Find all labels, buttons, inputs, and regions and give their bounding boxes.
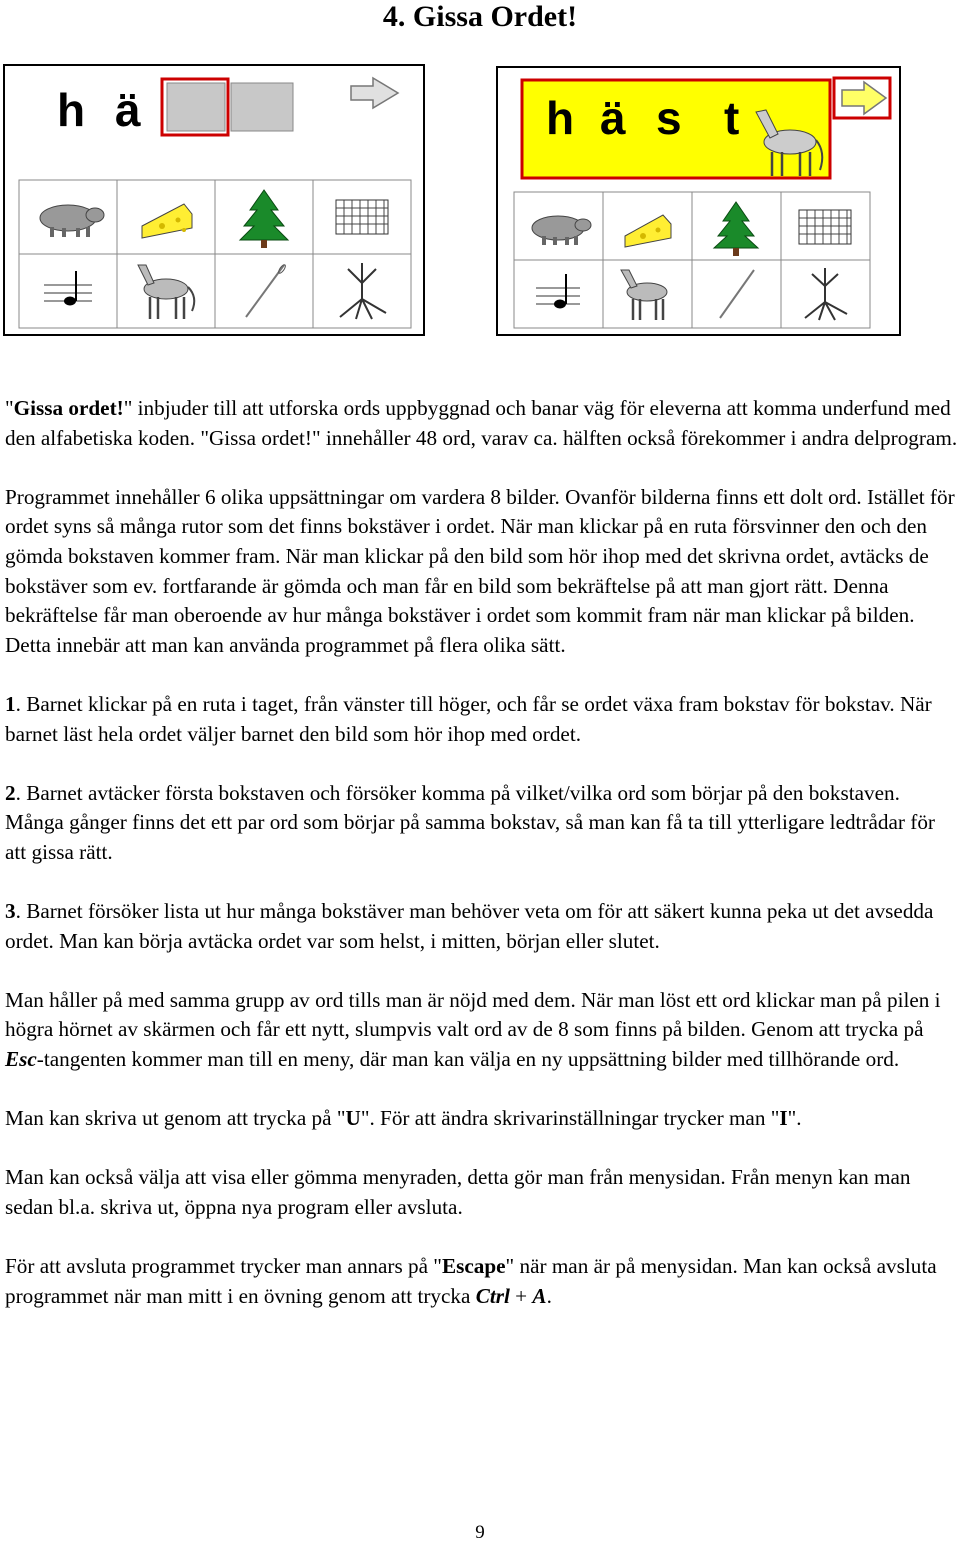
word-letter: h — [57, 84, 86, 136]
pig-icon[interactable] — [532, 216, 591, 245]
net-icon[interactable] — [336, 200, 388, 234]
cheese-icon[interactable] — [625, 215, 671, 247]
horse-icon[interactable] — [621, 270, 667, 320]
paragraph: 3. Barnet försöker lista ut hur många bokstäver man behöver veta om för att säkert kunna peka ut det avsedda ordet. Man kan börja avtäcka ordet var som helst, i mitten, början eller slutet. — [5, 899, 934, 953]
paragraph: 1. Barnet klickar på en ruta i taget, från vänster till höger, och får se ordet växa fram bokstav för bokstav. När barnet läst hela ordet väljer barnet den bild som hör ihop med ordet. — [5, 691, 932, 746]
paragraph: Programmet innehåller 6 olika uppsättningar om vardera 8 bilder. Ovanför bilderna finns ett dolt ord. Istället för ordet syns så många rutor som det finns bokstäver i ordet. När man klickar på en ruta försvinner den och den gömda bokstaven kommer fram. När man klickar på den bild som hör ihop med det skrivna ordet, avtäcks de bokstäver som ev. fortfarande är gömda och man får en bild som bekräftelse på att man gjort rätt. Denna bekräftelse får man oberoende av hur många bokstäver i ordet som kommit fram när man klickar på bilden. Detta innebär att man kan använda programmet på flera olika sätt. — [5, 484, 955, 657]
paragraph: Man kan skriva ut genom att trycka på "U". För att ändra skrivarinställningar trycker man "I". — [5, 1106, 802, 1131]
paragraph: Man håller på med samma grupp av ord tills man är nöjd med dem. När man löst ett ord klickar man på pilen i högra hörnet av skärmen och får ett nytt, slumpvis valt ord av de 8 som finns på bilden. Genom att trycka på Esc-tangenten kommer man till en meny, där man kan välja en ny uppsättning bilder med tillhörande ord. — [5, 987, 941, 1072]
needle-icon[interactable] — [720, 270, 754, 318]
paragraph: "Gissa ordet!" inbjuder till att utforska ords uppbyggnad och banar väg för eleverna att komma underfund med den alfabetiska koden. "Gissa ordet!" innehåller 48 ord, varav ca. hälften också förekommer i andra delprogram. — [5, 396, 958, 450]
word-letter: ä — [600, 92, 626, 144]
word-letter: h — [546, 92, 575, 144]
page-title: 4. Gissa Ordet! — [382, 0, 578, 33]
net-icon[interactable] — [799, 210, 851, 244]
game-screenshot-1 — [3, 64, 425, 336]
next-arrow-icon[interactable] — [351, 78, 398, 108]
root-icon[interactable] — [340, 263, 386, 319]
tree-icon[interactable] — [714, 202, 758, 256]
game-screenshot-2 — [496, 66, 901, 336]
word-letter: s — [656, 92, 682, 144]
paragraph: För att avsluta programmet trycker man annars på "Escape" när man är på menysidan. Man kan också avsluta programmet när man mitt i en övning genom att trycka Ctrl + A. — [5, 1254, 937, 1308]
next-arrow-icon[interactable] — [842, 82, 886, 114]
music-note-icon[interactable] — [44, 271, 92, 306]
word-letter: t — [724, 92, 740, 144]
tree-icon[interactable] — [240, 190, 288, 248]
needle-icon[interactable] — [246, 264, 287, 317]
paragraph: 2. Barnet avtäcker första bokstaven och försöker komma på vilket/vilka ord som börjar på den bokstaven. Många gånger finns det ett par ord som börjar på samma bokstav, så man kan få ta till ytterligare ledtrådar för att gissa rätt. — [5, 780, 935, 864]
horse-icon[interactable] — [138, 265, 194, 319]
hidden-letter-box[interactable] — [231, 83, 293, 131]
root-icon[interactable] — [805, 268, 847, 320]
page-number: 9 — [475, 1522, 485, 1543]
paragraph: Man kan också välja att visa eller gömma menyraden, detta gör man från menysidan. Från menyn kan man sedan bl.a. skriva ut, öppna nya program eller avsluta. — [5, 1165, 911, 1220]
hidden-letter-box[interactable] — [167, 83, 225, 131]
music-note-icon[interactable] — [536, 274, 580, 309]
cheese-icon[interactable] — [142, 204, 192, 238]
body-text — [5, 394, 960, 1341]
word-letter: ä — [115, 84, 141, 136]
pig-icon[interactable] — [40, 205, 104, 237]
